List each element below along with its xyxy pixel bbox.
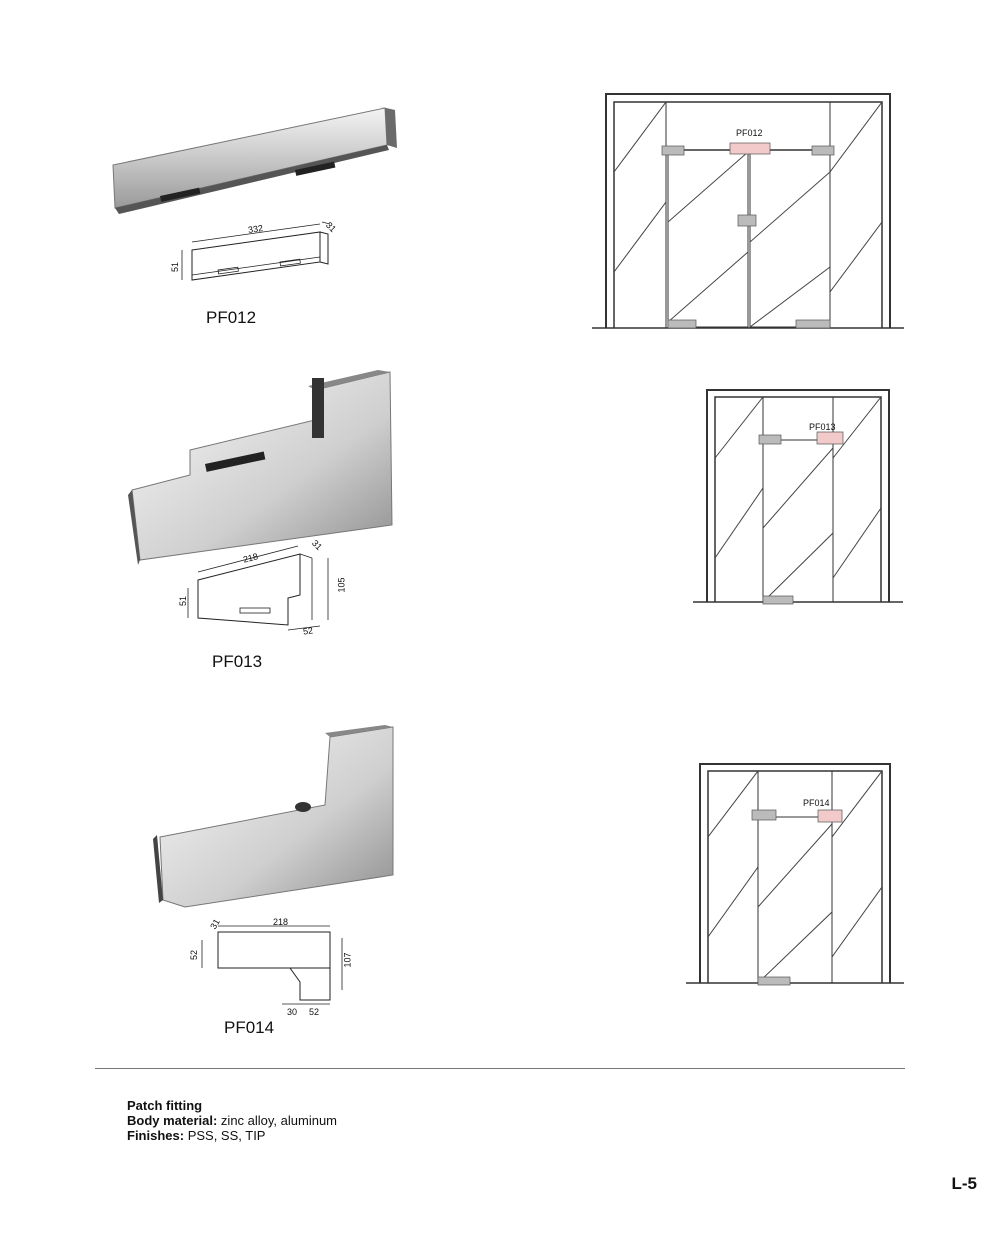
pf014-door-diagram bbox=[686, 762, 912, 990]
pf013-door-diagram bbox=[693, 388, 913, 608]
pf014-code: PF014 bbox=[224, 1018, 275, 1037]
pf014-dim-vertical: 107 bbox=[342, 952, 353, 968]
pf012-dim-height: 51 bbox=[170, 261, 181, 273]
spec-finishes: Finishes: PSS, SS, TIP bbox=[127, 1128, 266, 1143]
pf013-dim-height: 51 bbox=[178, 595, 189, 607]
pf012-dim-thickness: 31 bbox=[323, 219, 339, 235]
pf014-dim-offset: 30 bbox=[287, 1007, 298, 1017]
spec-material: Body material: zinc alloy, aluminum bbox=[127, 1113, 338, 1128]
pf012-diagram-label: PF012 bbox=[736, 128, 763, 138]
section-divider bbox=[95, 1068, 905, 1069]
pf012-product-photo bbox=[105, 100, 405, 220]
pf014-dim-foot: 52 bbox=[309, 1007, 320, 1017]
pf014-dim-thickness: 31 bbox=[208, 917, 222, 931]
pf014-product-photo bbox=[145, 725, 405, 915]
pf014-dim-length: 218 bbox=[273, 917, 289, 927]
pf014-dimension-drawing bbox=[190, 920, 360, 1020]
pf013-dim-vertical: 105 bbox=[336, 577, 347, 593]
pf013-code: PF013 bbox=[212, 652, 263, 671]
pf013-diagram-label: PF013 bbox=[809, 422, 836, 432]
pf013-dimension-drawing bbox=[180, 537, 350, 640]
spec-block bbox=[127, 1098, 337, 1143]
pf013-dim-thickness: 31 bbox=[309, 537, 325, 553]
pf012-code: PF012 bbox=[206, 308, 257, 327]
pf014-dim-height: 52 bbox=[189, 949, 200, 961]
pf014-diagram-label: PF014 bbox=[803, 798, 830, 808]
page-number: L-5 bbox=[951, 1174, 977, 1193]
pf012-dim-length: 332 bbox=[247, 223, 264, 235]
pf013-dim-foot: 52 bbox=[302, 625, 314, 637]
pf013-dim-length: 218 bbox=[242, 551, 260, 565]
spec-title: Patch fitting bbox=[127, 1098, 203, 1113]
